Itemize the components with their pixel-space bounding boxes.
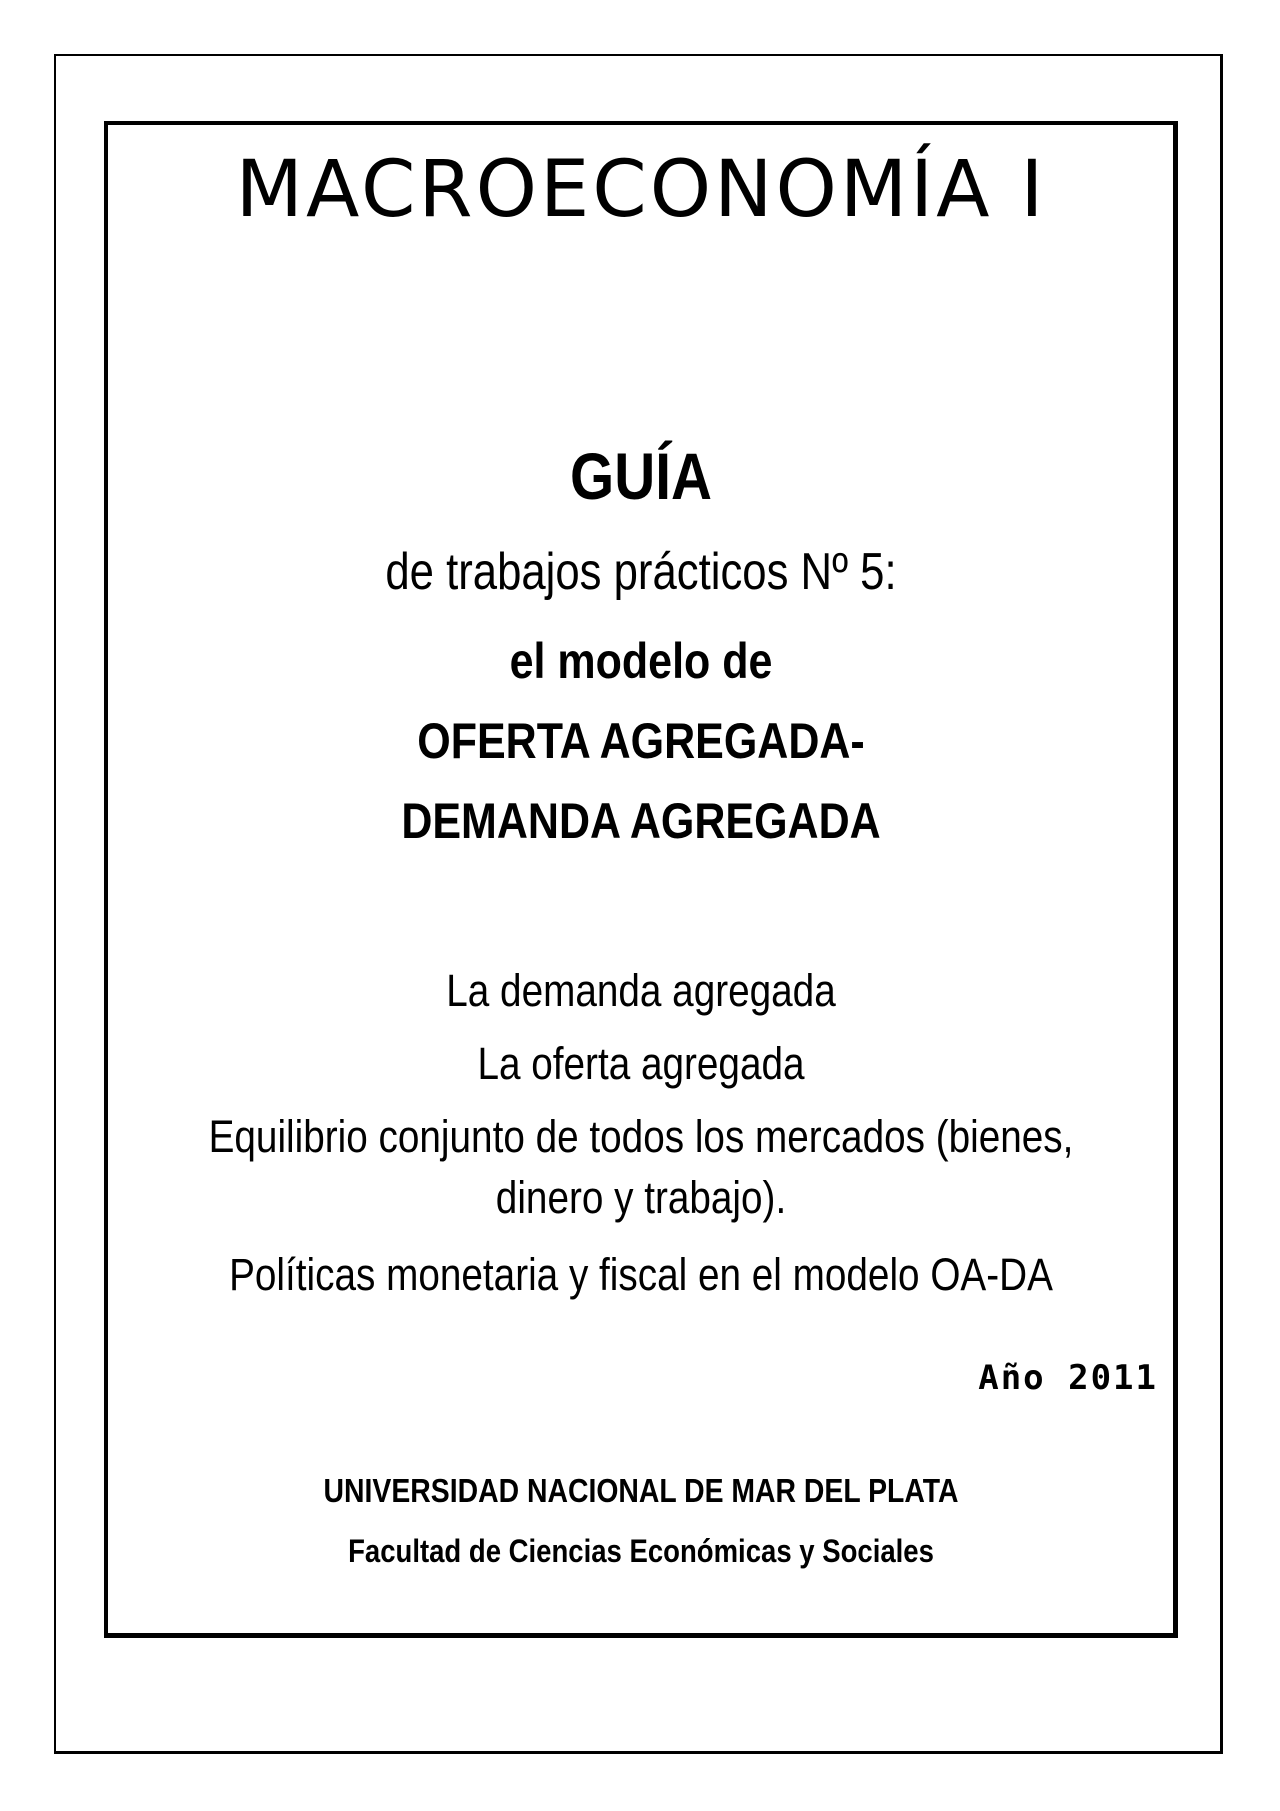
publication-year: Año 2011 — [978, 1358, 1158, 1398]
inner-cover-border — [104, 121, 1178, 1638]
faculty-name: Facultad de Ciencias Económicas y Sociales — [348, 1533, 934, 1569]
topic-item: Políticas monetaria y fiscal en el modelo OA-DA — [229, 1249, 1053, 1300]
course-title: MACROECONOMÍA I — [235, 145, 1047, 235]
topic-item: Equilibrio conjunto de todos los mercados (bienes, — [208, 1111, 1074, 1162]
model-name-line-1: OFERTA AGREGADA- — [417, 713, 865, 769]
topic-item: dinero y trabajo). — [495, 1172, 787, 1223]
guide-subtitle: de trabajos prácticos Nº 5: — [385, 543, 897, 601]
guide-heading: GUÍA — [570, 439, 712, 513]
topic-item: La demanda agregada — [446, 965, 836, 1016]
university-name: UNIVERSIDAD NACIONAL DE MAR DEL PLATA — [323, 1472, 959, 1509]
model-name-line-2: DEMANDA AGREGADA — [401, 793, 881, 849]
topic-item: La oferta agregada — [477, 1038, 805, 1089]
model-intro: el modelo de — [509, 633, 773, 689]
